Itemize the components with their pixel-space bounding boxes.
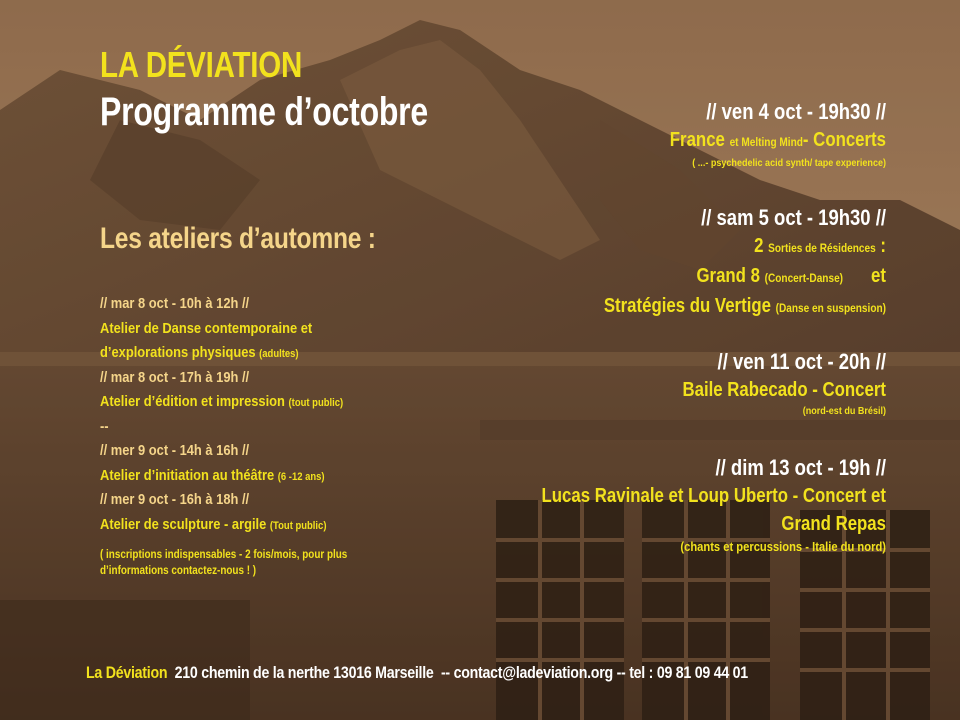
event-2 xyxy=(446,204,886,322)
event-3 xyxy=(446,348,886,418)
atelier-date-1: // mar 8 oct - 10h à 12h // xyxy=(100,295,250,312)
event-4-date: // dim 13 oct - 19h // xyxy=(715,455,886,480)
event-1 xyxy=(446,98,886,170)
event-4-subtitle: (chants et percussions - Italie du nord) xyxy=(680,539,886,554)
footer-email[interactable]: contact@ladeviation.org xyxy=(453,664,613,682)
event-4-title-line-2: Grand Repas xyxy=(781,513,886,535)
event-3-subtitle: (nord-est du Brésil) xyxy=(802,405,886,417)
event-2-line-1: 2 Sorties de Résidences : xyxy=(754,235,886,257)
footer-address: 210 chemin de la nerthe 13016 Marseille xyxy=(174,664,434,682)
footer-contact xyxy=(86,664,748,683)
brand-title: LA DÉVIATION xyxy=(100,44,303,85)
atelier-date-4: // mer 9 oct - 16h à 18h // xyxy=(100,491,250,508)
ateliers-note: ( inscriptions indispensables - 2 fois/mois, pour plus d’informations contactez-nous ! ) xyxy=(100,549,348,577)
atelier-separator: -- xyxy=(100,417,109,435)
event-3-title: Baile Rabecado - Concert xyxy=(682,379,886,401)
event-1-subtitle: ( ...- psychedelic acid synth/ tape experience) xyxy=(692,157,886,169)
footer-separator-1: -- xyxy=(440,664,450,682)
event-3-date: // ven 11 oct - 20h // xyxy=(717,349,886,374)
footer-name: La Déviation xyxy=(86,664,168,682)
event-2-line-3: Stratégies du Vertige (Danse en suspension) xyxy=(603,295,886,317)
event-4-title-line-1: Lucas Ravinale et Loup Uberto - Concert et xyxy=(541,485,886,507)
atelier-title-3: Atelier d’initiation au théâtre (6 -12 ans) xyxy=(100,466,325,484)
footer-phone[interactable]: tel : 09 81 09 44 01 xyxy=(629,664,748,682)
event-1-title: France et Melting Mind- Concerts xyxy=(669,129,886,151)
atelier-title-1a: Atelier de Danse contemporaine et xyxy=(100,319,313,337)
atelier-title-4: Atelier de sculpture - argile (Tout public) xyxy=(100,515,327,533)
event-1-date: // ven 4 oct - 19h30 // xyxy=(706,99,886,124)
ateliers-list xyxy=(100,292,430,579)
page-subtitle: Programme d’octobre xyxy=(100,90,428,134)
atelier-title-1b: d’explorations physiques (adultes) xyxy=(100,344,299,361)
footer-separator-2: -- xyxy=(616,664,626,682)
event-4 xyxy=(446,454,886,556)
ateliers-heading: Les ateliers d’automne : xyxy=(100,222,376,255)
atelier-title-2: Atelier d’édition et impression (tout public) xyxy=(100,393,344,410)
event-2-date: // sam 5 oct - 19h30 // xyxy=(701,205,886,230)
atelier-date-2: // mar 8 oct - 17h à 19h // xyxy=(100,368,250,386)
event-2-line-2: Grand 8 (Concert-Danse) et xyxy=(696,265,886,287)
atelier-date-3: // mer 9 oct - 14h à 16h // xyxy=(100,442,250,459)
